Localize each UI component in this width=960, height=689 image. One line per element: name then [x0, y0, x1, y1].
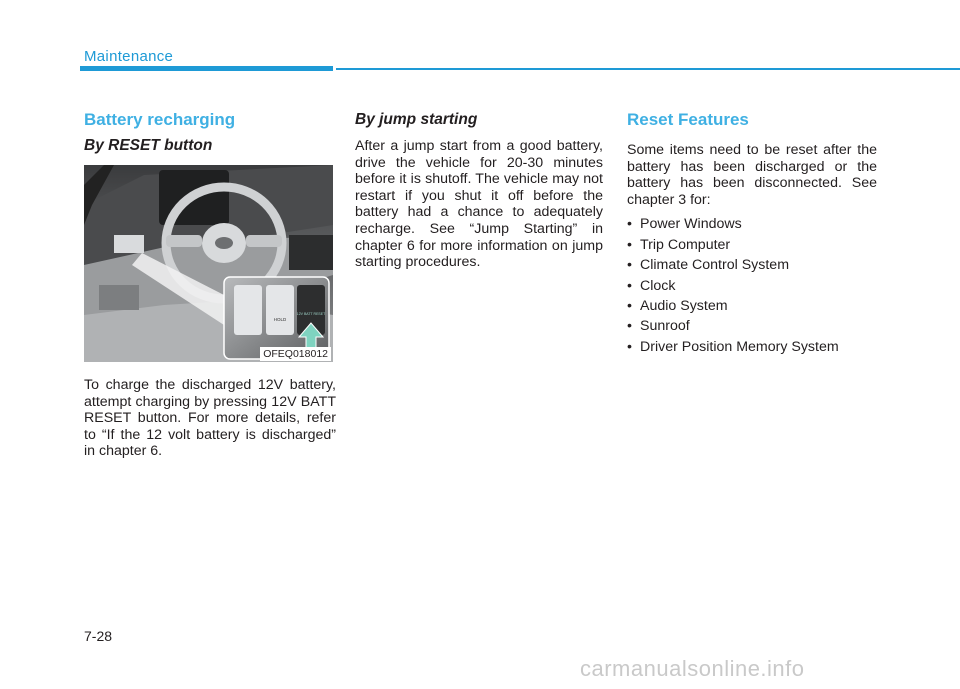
batt-reset-button-label: 12V BATT RESET [296, 312, 326, 316]
header-rule-thick [80, 66, 333, 71]
list-item: • Sunroof [627, 318, 690, 335]
reset-features-list [627, 214, 877, 357]
dashboard-figure [84, 165, 333, 362]
list-item: • Clock [627, 277, 676, 294]
subheading-reset-button: By RESET button [84, 137, 213, 154]
header-rule-thin [336, 68, 960, 70]
column-battery-recharging [84, 110, 336, 460]
section-title: Maintenance [84, 48, 174, 65]
page-number: 7-28 [84, 628, 113, 644]
heading-reset-features: Reset Features [627, 110, 749, 129]
heading-battery-recharging: Battery recharging [84, 110, 236, 129]
column-jump-starting [355, 110, 603, 271]
figure-caption: OFEQ018012 [260, 347, 331, 361]
recharge-body-text: To charge the discharged 12V battery, attempt charging by pressing 12V BATT RESET button. For more details, refer to “If the 12 volt battery is discharged” in chapter 6. [84, 377, 336, 460]
column-reset-features [627, 110, 877, 357]
dashboard-illustration [84, 165, 333, 362]
watermark: carmanualsonline.info [580, 656, 805, 681]
list-item: • Driver Position Memory System [627, 338, 839, 355]
jump-start-body-text: After a jump start from a good battery, drive the vehicle for 20-30 minutes before it is shutoff. The vehicle may not restart if you shut it off before the battery had a chance to adequately recharge. See “Jump Starting” in chapter 6 for more information on jump starting procedures. [355, 138, 603, 271]
list-item: • Audio System [627, 298, 728, 314]
list-item: • Power Windows [627, 216, 742, 233]
hold-button-label: HOLD [273, 317, 287, 322]
reset-features-body-text: Some items need to be reset after the battery has been discharged or the battery has been disconnected. See chapter 3 for: [627, 142, 877, 208]
list-item: • Trip Computer [627, 236, 731, 253]
subheading-jump-starting: By jump starting [355, 111, 478, 128]
list-item: • Climate Control System [627, 257, 790, 274]
